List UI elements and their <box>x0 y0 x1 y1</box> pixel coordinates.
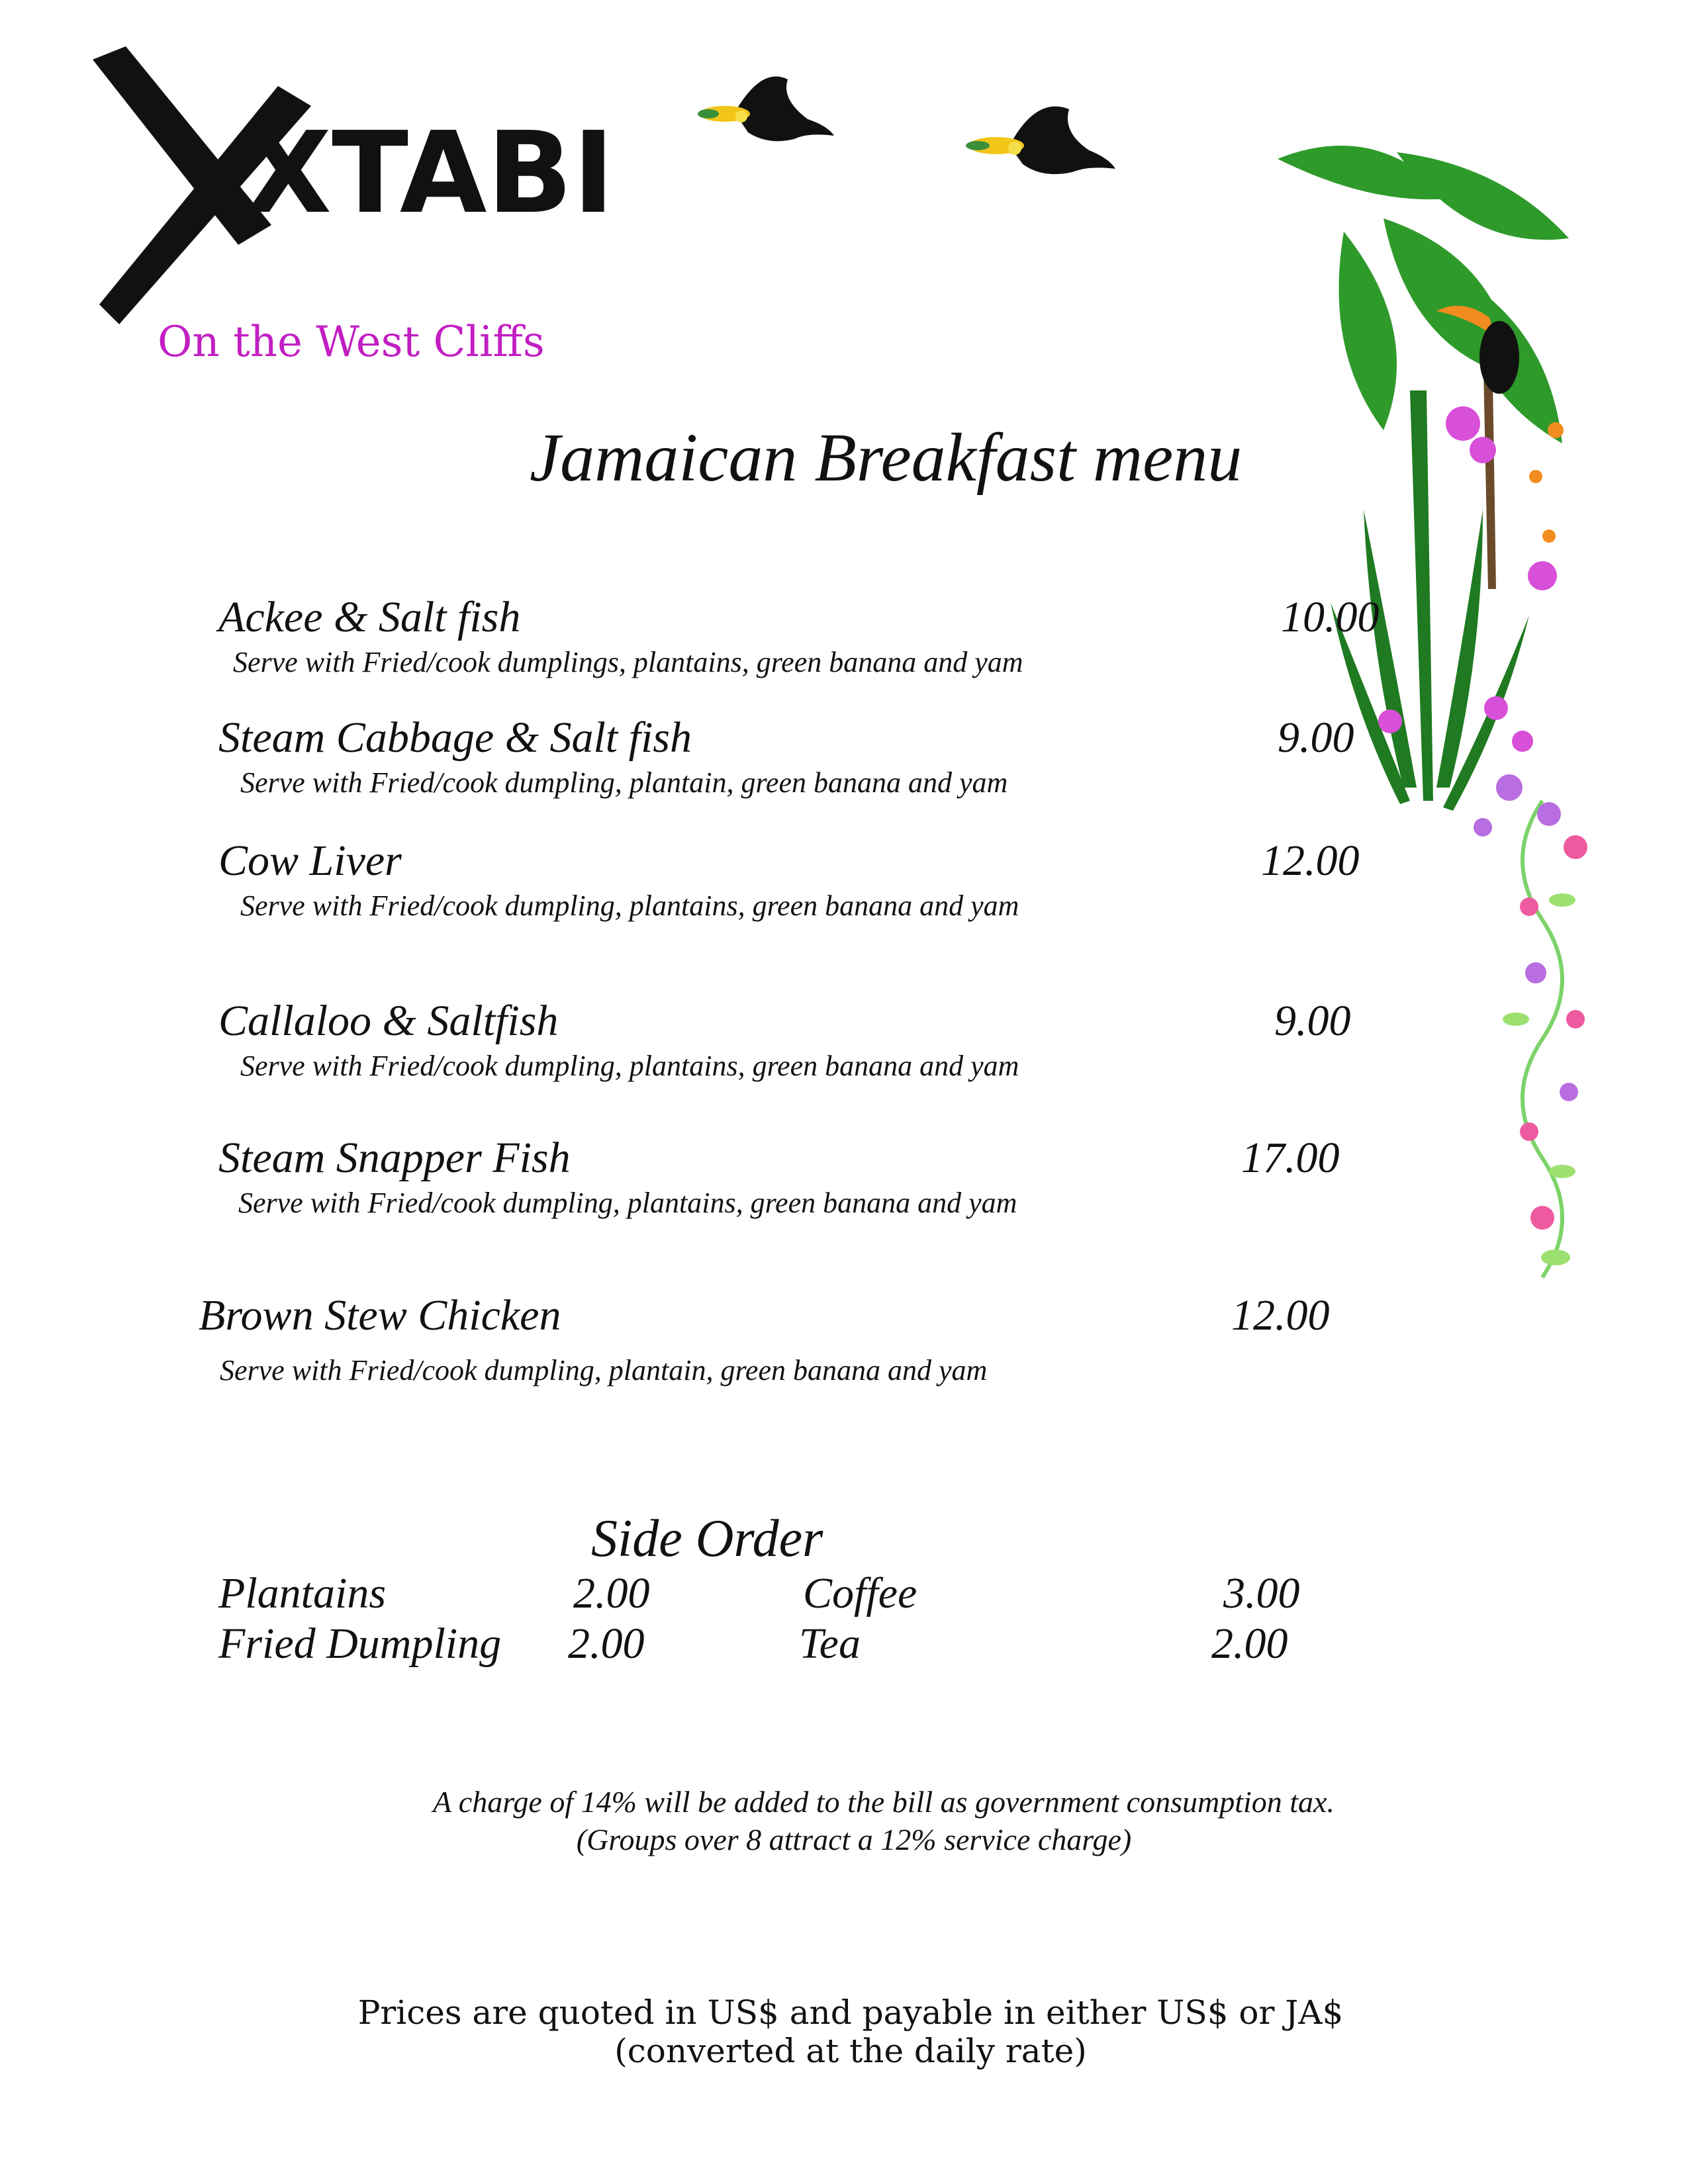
side-item-name: Tea <box>799 1619 861 1668</box>
tax-note: A charge of 14% will be added to the bill as government consumption tax. <box>433 1785 1335 1819</box>
menu-item-price: 9.00 <box>1278 713 1354 762</box>
side-item-name: Coffee <box>803 1569 917 1617</box>
menu-item-description: Serve with Fried/cook dumpling, plantain, green banana and yam <box>220 1354 988 1387</box>
side-item-name: Plantains <box>218 1569 387 1617</box>
side-item-price: 2.00 <box>573 1569 650 1617</box>
menu-item-name: Brown Stew Chicken <box>199 1291 561 1340</box>
menu-item-name: Ackee & Salt fish <box>218 593 521 641</box>
tagline: On the West Cliffs <box>158 318 545 367</box>
menu-item-name: Steam Cabbage & Salt fish <box>218 713 692 762</box>
side-item-name: Fried Dumpling <box>218 1619 502 1668</box>
side-order-title: Side Order <box>591 1510 823 1568</box>
menu-item-name: Steam Snapper Fish <box>218 1134 571 1182</box>
currency-note: Prices are quoted in US$ and payable in either US$ or JA$ <box>357 1993 1344 2032</box>
service-charge-note: (Groups over 8 attract a 12% service charge) <box>576 1823 1132 1856</box>
menu-item-price: 10.00 <box>1281 593 1380 641</box>
side-item-price: 2.00 <box>568 1619 645 1668</box>
conversion-note: (converted at the daily rate) <box>614 2032 1087 2070</box>
logo-text: XTABI <box>245 108 615 239</box>
menu-item-price: 9.00 <box>1274 997 1351 1045</box>
menu-item-price: 17.00 <box>1241 1134 1340 1182</box>
side-item-price: 3.00 <box>1223 1569 1300 1617</box>
menu-item-description: Serve with Fried/cook dumpling, plantains, green banana and yam <box>240 1050 1019 1082</box>
menu-item-description: Serve with Fried/cook dumpling, plantain, green banana and yam <box>240 766 1008 799</box>
menu-item-description: Serve with Fried/cook dumplings, plantains, green banana and yam <box>233 646 1023 678</box>
palm-plant-icon <box>1264 139 1589 1284</box>
menu-item-name: Cow Liver <box>218 837 402 885</box>
menu-item-description: Serve with Fried/cook dumpling, plantains, green banana and yam <box>240 889 1019 922</box>
menu-item-name: Callaloo & Saltfish <box>218 997 559 1045</box>
xtabi-logo-icon <box>93 46 615 338</box>
toucan-icon <box>695 73 834 159</box>
side-item-price: 2.00 <box>1211 1619 1288 1668</box>
menu-item-description: Serve with Fried/cook dumpling, plantains, green banana and yam <box>238 1187 1017 1219</box>
menu-item-price: 12.00 <box>1231 1291 1330 1340</box>
menu-title: Jamaican Breakfast menu <box>530 420 1243 496</box>
toucan-icon <box>963 99 1115 189</box>
menu-item-price: 12.00 <box>1261 837 1360 885</box>
